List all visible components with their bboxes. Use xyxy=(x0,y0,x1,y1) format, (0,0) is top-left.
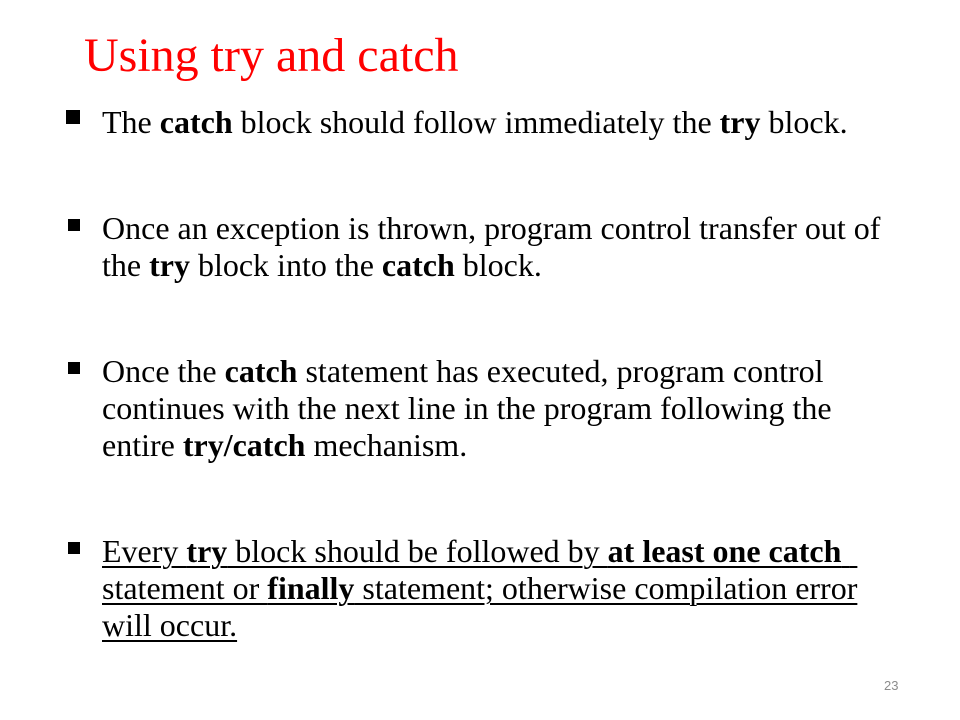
bullet-item xyxy=(66,210,886,284)
text-segment: Every xyxy=(102,533,187,569)
keyword-finally: finally xyxy=(267,570,355,606)
bullet-item xyxy=(66,353,886,464)
text-segment: statement or xyxy=(102,533,858,606)
keyword-try: try xyxy=(719,104,761,140)
bullet-item xyxy=(66,104,886,141)
bullet-text xyxy=(102,104,848,140)
keyword-try-catch: try/catch xyxy=(182,427,306,463)
keyword-try: try xyxy=(186,533,228,569)
text-segment: The xyxy=(102,104,160,140)
text-segment: block should follow immediately the xyxy=(232,104,720,140)
text-segment: mechanism. xyxy=(305,427,468,463)
text-segment: block should be followed by xyxy=(227,533,608,569)
text-segment: statement has executed, program control continues with the next line in the program following the entire xyxy=(102,353,832,463)
square-bullet-icon xyxy=(66,110,80,124)
keyword-catch: catch xyxy=(381,247,455,283)
square-bullet-icon xyxy=(68,219,80,231)
slide-title: Using try and catch xyxy=(84,29,459,82)
text-segment: block into the xyxy=(189,247,382,283)
bullet-text xyxy=(102,210,880,283)
text-segment: block. xyxy=(454,247,542,283)
bullet-item xyxy=(66,533,886,644)
bullet-list xyxy=(66,104,886,644)
text-segment: statement; otherwise compilation error will occur. xyxy=(102,570,858,643)
keyword-try: try xyxy=(149,247,190,283)
bullet-text xyxy=(102,533,857,643)
bullet-text xyxy=(102,353,832,463)
keyword-at-least-one-catch: at least one catch xyxy=(607,533,842,569)
page-number: 23 xyxy=(884,678,899,693)
square-bullet-icon xyxy=(68,542,80,554)
keyword-catch: catch xyxy=(224,353,298,389)
text-segment: Once the xyxy=(102,353,225,389)
square-bullet-icon xyxy=(68,362,80,374)
keyword-catch: catch xyxy=(159,104,233,140)
text-segment: Once an exception is thrown, program control transfer out of the xyxy=(102,210,881,283)
text-segment: block. xyxy=(760,104,848,140)
